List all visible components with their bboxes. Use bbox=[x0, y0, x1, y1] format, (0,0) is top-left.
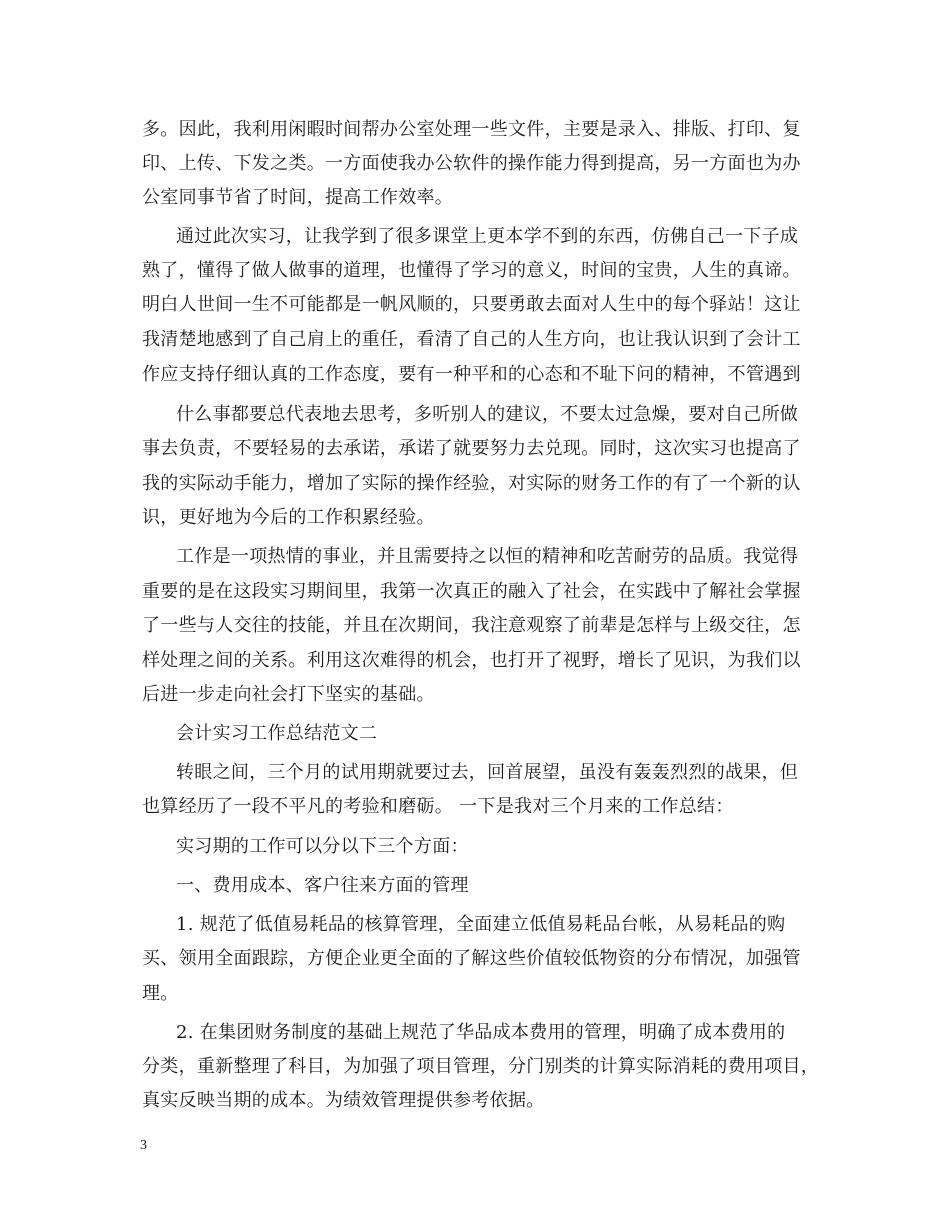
text-line: 一、费用成本、客户往来方面的管理 bbox=[176, 875, 469, 896]
text-line: 公室同事节省了时间，提高工作效率。 bbox=[142, 187, 454, 208]
text-line: 我的实际动手能力，增加了实际的操作经验，对实际的财务工作的有了一个新的认 bbox=[142, 473, 801, 494]
text-line: 熟了，懂得了做人做事的道理，也懂得了学习的意义，时间的宝贵，人生的真谛。 bbox=[142, 260, 801, 281]
text-line: 实习期的工作可以分以下三个方面： bbox=[176, 836, 469, 857]
text-line: 也算经历了一段不平凡的考验和磨砺。 一下是我对三个月来的工作总结： bbox=[142, 796, 734, 817]
text-line: 理。 bbox=[142, 983, 179, 1004]
text-line: 明白人世间一生不可能都是一帆风顺的，只要勇敢去面对人生中的每个驿站！这让 bbox=[142, 294, 801, 315]
text-line: 1. 规范了低值易耗品的核算管理，全面建立低值易耗品台帐，从易耗品的购 bbox=[176, 914, 786, 935]
text-line: 识，更好地为今后的工作积累经验。 bbox=[142, 507, 435, 528]
text-line: 重要的是在这段实习期间里，我第一次真正的融入了社会，在实践中了解社会掌握 bbox=[142, 581, 801, 602]
text-line: 真实反映当期的成本。为绩效管理提供参考依据。 bbox=[142, 1090, 545, 1111]
text-line: 工作是一项热情的事业，并且需要持之以恒的精神和吃苦耐劳的品质。我觉得 bbox=[176, 546, 799, 567]
text-line: 后进一步走向社会打下坚实的基础。 bbox=[142, 684, 435, 705]
text-line: 分类，重新整理了科目，为加强了项目管理，分门别类的计算实际消耗的费用项目， bbox=[142, 1056, 820, 1077]
text-line: 作应支持仔细认真的工作态度，要有一种平和的心态和不耻下问的精神，不管遇到 bbox=[142, 364, 801, 385]
text-line: 了一些与人交往的技能，并且在次期间，我注意观察了前辈是怎样与上级交往，怎 bbox=[142, 615, 801, 636]
text-line: 什么事都要总代表地去思考，多听别人的建议，不要太过急燥，要对自己所做 bbox=[176, 404, 799, 425]
text-line: 样处理之间的关系。利用这次难得的机会，也打开了视野，增长了见识，为我们以 bbox=[142, 650, 801, 671]
text-line: 多。因此，我利用闲暇时间帮办公室处理一些文件，主要是录入、排版、打印、复 bbox=[142, 119, 801, 140]
text-line: 我清楚地感到了自己肩上的重任，看清了自己的人生方向，也让我认识到了会计工 bbox=[142, 329, 801, 350]
text-line: 2. 在集团财务制度的基础上规范了华品成本费用的管理，明确了成本费用的 bbox=[176, 1022, 786, 1043]
text-line: 买、领用全面跟踪，方便企业更全面的了解这些价值较低物资的分布情况，加强管 bbox=[142, 948, 801, 969]
text-line: 通过此次实习，让我学到了很多课堂上更本学不到的东西，仿佛自己一下子成 bbox=[176, 226, 799, 247]
section-heading: 会计实习工作总结范文二 bbox=[176, 723, 378, 744]
text-line: 转眼之间，三个月的试用期就要过去，回首展望，虽没有轰轰烈烈的战果，但 bbox=[176, 762, 799, 783]
text-line: 事去负责，不要轻易的去承诺，承诺了就要努力去兑现。同时，这次实习也提高了 bbox=[142, 438, 801, 459]
text-line: 印、上传、下发之类。一方面使我办公软件的操作能力得到提高，另一方面也为办 bbox=[142, 153, 801, 174]
page-number: 3 bbox=[140, 1138, 147, 1153]
